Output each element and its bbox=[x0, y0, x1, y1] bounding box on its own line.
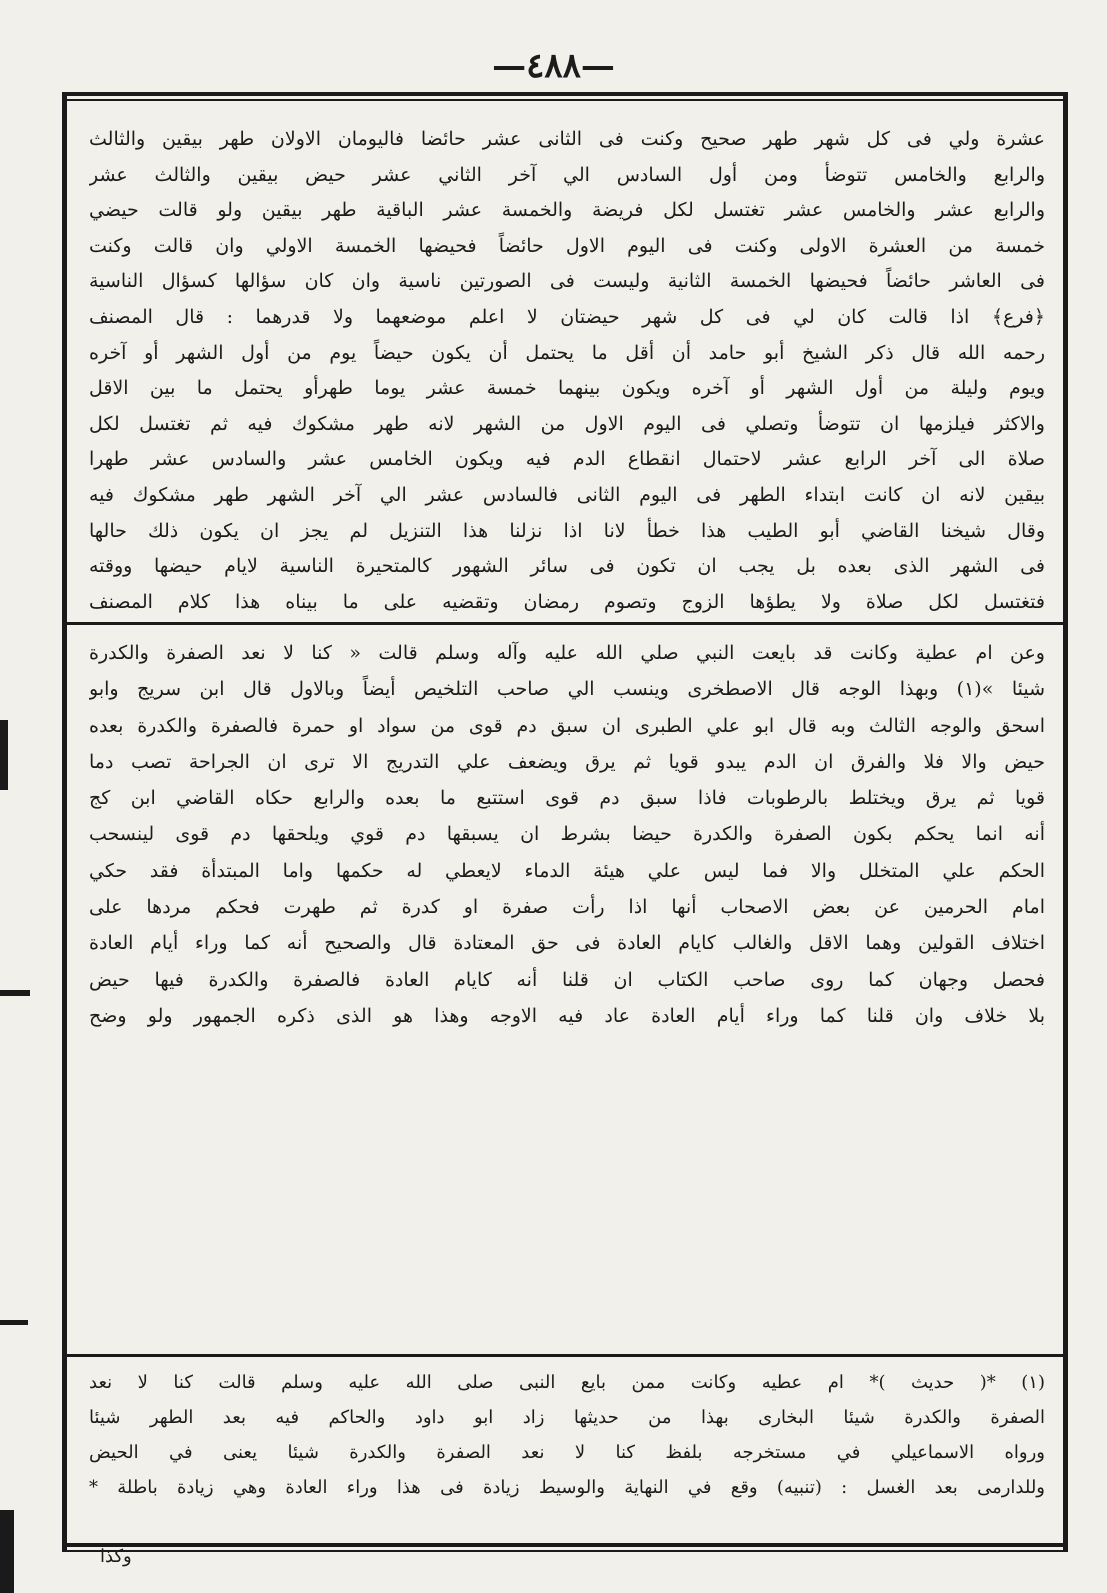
section-divider bbox=[62, 622, 1068, 625]
commentary-line: اختلاف القولين وهما الاقل والغالب كايام العادة فى حق المعتادة قال والصحيح أنه كما وراء أيام العادة bbox=[89, 932, 1045, 955]
main-text-line: والاكثر فيلزمها ان تتوضأ وتصلي فى اليوم الاول من الشهر لانه طهر مشكوك فيه ثم تغتسل لكل bbox=[89, 412, 1045, 435]
commentary-line: شيئا »(١) وبهذا الوجه قال الاصطخرى وينسب الي صاحب التلخيص أيضاً وبالاول قال ابن سريج وابو bbox=[89, 678, 1045, 701]
commentary-line: اسحق والوجه الثالث وبه قال ابو علي الطبرى ان سبق دم قوى من سواد او حمرة فالصفرة والكدرة بعده bbox=[89, 714, 1045, 737]
commentary-line: الحكم علي المتخلل والا فما ليس علي هيئة الدماء لايعطي له حكمها واما المبتدأة فقد حكي bbox=[89, 859, 1045, 882]
footnote-divider bbox=[62, 1354, 1068, 1357]
main-text-line: رحمه الله قال ذكر الشيخ أبو حامد أن أقل ما يحتمل أن يكون حيضاً يوم من أول الشهر أو آخره bbox=[89, 341, 1045, 364]
commentary-line: بلا خلاف وان قلنا كما وراء أيام العادة عاد فيه الاوجه وهذا هو الذى ذكره الجمهور ولو وضح bbox=[89, 1004, 1045, 1027]
commentary bbox=[89, 635, 1045, 1034]
margin-mark bbox=[0, 1320, 28, 1325]
frame-bottom-border bbox=[62, 1543, 1068, 1552]
commentary-line: حيض والا فلا والفرق ان الدم يبدو قويا ثم يرق ويضعف علي التدريج الا ترى ان الجراحة تصب دما bbox=[89, 750, 1045, 773]
footnote-line: (١) *( حديث )* ام عطيه وكانت ممن بايع النبى صلى الله عليه وسلم قالت كنا لا نعد bbox=[89, 1372, 1045, 1393]
footnotes bbox=[89, 1365, 1045, 1505]
commentary-line: امام الحرمين عن بعض الاصحاب أنها اذا رأت صفرة او كدرة ثم طهرت فحكم مردها على bbox=[89, 896, 1045, 919]
main-text-line: وقال شيخنا القاضي أبو الطيب هذا خطأ لانا اذا نزلنا هذا التنزيل لم يجز ان يكون ذلك حالها bbox=[89, 519, 1045, 542]
main-text-line: فى الشهر الذى بعده بل يجب ان تكون فى سائر الشهور كالمتحيرة الناسية لايام حيضها ووقته bbox=[89, 555, 1045, 578]
commentary-line: أنه انما يحكم بكون الصفرة والكدرة حيضا بشرط ان يسبقها دم قوي ويلحقها دم قوى لينسحب bbox=[89, 823, 1045, 846]
catchword: وكذا bbox=[100, 1546, 132, 1567]
main-text-line: ﴿فرع﴾ اذا قالت كان لي فى كل شهر حيضتان لا اعلم موضعهما ولا قدرهما : قال المصنف bbox=[89, 305, 1045, 328]
main-text bbox=[89, 122, 1045, 620]
main-text-line: فتغتسل لكل صلاة ولا يطؤها الزوج وتصوم رمضان وتقضيه على ما بيناه هذا كلام المصنف bbox=[89, 590, 1045, 613]
footnote-line: وللدارمى بعد الغسل : (تنبيه) وقع في النهاية والوسيط زيادة فى هذا وراء العادة وهي زيادة باطلة * bbox=[89, 1477, 1045, 1498]
main-text-line: خمسة من العشرة الاولى وكنت فى اليوم الاول حائضاً فحيضها الخمسة الاولي وان قالت وكنت bbox=[89, 234, 1045, 257]
frame-top-border bbox=[62, 92, 1068, 101]
main-text-line: ويوم وليلة من أول الشهر أو آخره ويكون بينهما خمسة عشر يوما طهرأو يحتمل ما بين الاقل bbox=[89, 377, 1045, 400]
page-number: —٤٨٨— bbox=[492, 46, 615, 86]
margin-mark bbox=[0, 720, 8, 790]
commentary-line: فحصل وجهان كما روى صاحب الكتاب ان قلنا أنه كايام العادة فالصفرة والكدرة فيها حيض bbox=[89, 968, 1045, 991]
commentary-line: وعن ام عطية وكانت قد بايعت النبي صلي الله عليه وآله وسلم قالت « كنا لا نعد الصفرة والكدرة bbox=[89, 642, 1045, 664]
margin-mark bbox=[0, 1510, 14, 1593]
margin-mark bbox=[0, 990, 30, 996]
main-text-line: بيقين لانه ان كانت ابتداء الطهر فى اليوم الثانى فالسادس عشر الي آخر الشهر طهر مشكوك فيه bbox=[89, 483, 1045, 506]
main-text-line: والرابع عشر والخامس عشر تغتسل لكل فريضة والخمسة عشر الباقية طهر بيقين ولو قالت حيضي bbox=[89, 199, 1045, 222]
main-text-line: والرابع والخامس تتوضأ ومن أول السادس الي آخر الثاني عشر حيض بيقين والثالث عشر bbox=[89, 163, 1045, 186]
page-frame bbox=[62, 92, 1068, 1552]
footnote-line: الصفرة والكدرة شيئا البخارى بهذا من حديثها زاد ابو داود والحاكم فيه بعد الطهر شيئا bbox=[89, 1407, 1045, 1428]
main-text-line: صلاة الى آخر الرابع عشر لاحتمال انقطاع الدم فيه ويكون الخامس عشر والسادس عشر طهرا bbox=[89, 448, 1045, 471]
footnote-line: ورواه الاسماعيلي في مستخرجه بلفظ كنا لا نعد الصفرة والكدرة شيئا يعنى في الحيض bbox=[89, 1442, 1045, 1463]
main-text-line: فى العاشر حائضاً فحيضها الخمسة الثانية وليست فى الصورتين ناسية وان كان سؤالها كسؤال الناسية bbox=[89, 270, 1045, 293]
commentary-line: قويا ثم يرق ويختلط بالرطوبات فاذا سبق دم قوى استتبع ما بعده والرابع حكاه القاضي ابن كج bbox=[89, 787, 1045, 810]
main-text-line: عشرة ولي فى كل شهر طهر صحيح وكنت فى الثانى عشر حائضا فاليومان الاولان طهر بيقين والثالث bbox=[89, 128, 1045, 150]
